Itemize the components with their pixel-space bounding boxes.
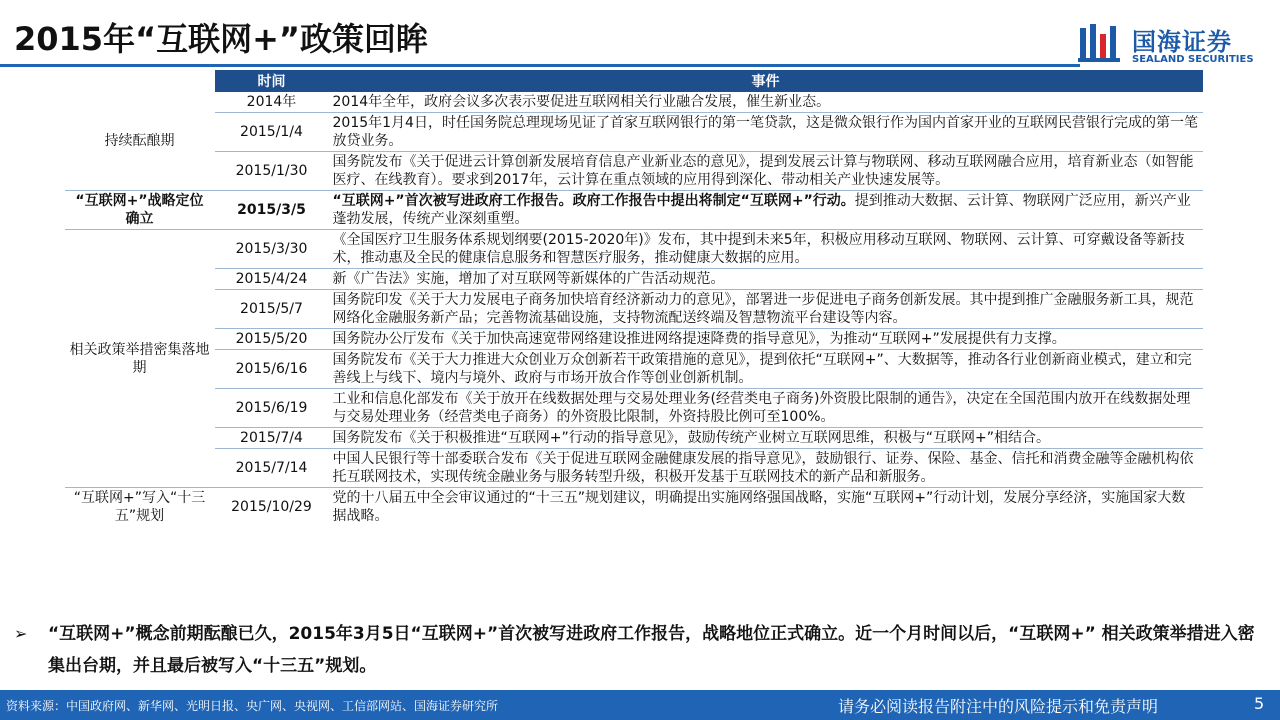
row-event: 2014年全年，政府会议多次表示要促进互联网相关行业融合发展，催生新业态。: [329, 92, 1203, 113]
row-date: 2015/7/14: [215, 449, 329, 488]
row-event: 国务院办公厅发布《关于加快高速宽带网络建设推进网络提速降费的指导意见》，为推动“互联网+”发展提供有力支撑。: [329, 329, 1203, 350]
row-event: 党的十八届五中全会审议通过的“十三五”规划建议，明确提出实施网络强国战略，实施“互联网+”行动计划，发展分享经济，实施国家大数据战略。: [329, 488, 1203, 527]
table-row: [65, 449, 1203, 488]
table-row: [65, 350, 1203, 389]
table-row: [65, 428, 1203, 449]
stage-label: 持续酝酿期: [65, 92, 215, 191]
row-event: 国务院发布《关于大力推进大众创业万众创新若干政策措施的意见》，提到依托“互联网+”、大数据等，推动各行业创新商业模式，建立和完善线上与线下、境内与境外、政府与市场开放合作等创业创新机制。: [329, 350, 1203, 389]
row-date: 2015/1/30: [215, 152, 329, 191]
row-event: 国务院发布《关于促进云计算创新发展培育信息产业新业态的意见》，提到发展云计算与物联网、移动互联网融合应用，培育新业态（如智能医疗、在线教育）。要求到2017年，云计算在重点领域的应用得到深化、带动相关产业快速发展等。: [329, 152, 1203, 191]
row-event: 国务院发布《关于积极推进“互联网+”行动的指导意见》，鼓励传统产业树立互联网思维，积极与“互联网+”相结合。: [329, 428, 1203, 449]
row-event: [329, 191, 1203, 230]
row-date: 2014年: [215, 92, 329, 113]
table-row: [65, 269, 1203, 290]
table-row: [65, 92, 1203, 113]
row-event: 《全国医疗卫生服务体系规划纲要(2015-2020年)》发布，其中提到未来5年，积极应用移动互联网、物联网、云计算、可穿戴设备等新技术，推动惠及全民的健康信息服务和智慧医疗服务，推动健康大数据的应用。: [329, 230, 1203, 269]
disclaimer-notice: 请务必阅读报告附注中的风险提示和免责声明: [838, 697, 1159, 716]
row-event: 工业和信息化部发布《关于放开在线数据处理与交易处理业务(经营类电子商务)外资股比限制的通告》，决定在全国范围内放开在线数据处理与交易处理业务（经营类电子商务）的外资股比限制，外资持股比例可至100%。: [329, 389, 1203, 428]
stage-label: “互联网+”战略定位确立: [65, 191, 215, 230]
row-event-highlight: “互联网+”首次被写进政府工作报告。政府工作报告中提出将制定“互联网+”行动。: [332, 193, 855, 209]
row-event-rest: 提到推动大数据、云计算、物联网广泛应用，新兴产业蓬勃发展，传统产业深刻重塑。: [332, 193, 1191, 227]
table-header-row: [65, 71, 1203, 92]
summary-bullet: [14, 618, 1264, 682]
page-title: 2015年“互联网+”政策回眸: [14, 20, 428, 58]
row-date: 2015/3/30: [215, 230, 329, 269]
row-date: 2015/10/29: [215, 488, 329, 527]
row-date: 2015/5/20: [215, 329, 329, 350]
summary-text: “互联网+”概念前期酝酿已久，2015年3月5日“互联网+”首次被写进政府工作报告，战略地位正式确立。近一个月时间以后，“互联网+” 相关政策举措进入密集出台期，并且最后被写入“十三五”规划。: [48, 624, 1255, 676]
company-logo: [1078, 18, 1264, 70]
row-date: 2015/6/19: [215, 389, 329, 428]
row-date: 2015/3/5: [215, 191, 329, 230]
footer-bar: [0, 690, 1280, 720]
table-row: [65, 113, 1203, 152]
page-number: 5: [1254, 694, 1265, 713]
table-row: [65, 329, 1203, 350]
table-row: [65, 152, 1203, 191]
row-event: 国务院印发《关于大力发展电子商务加快培育经济新动力的意见》，部署进一步促进电子商务创新发展。其中提到推广金融服务新工具，规范网络化金融服务新产品；完善物流基础设施，支持物流配送终端及智慧物流平台建设等内容。: [329, 290, 1203, 329]
sealand-logo-icon: [1078, 20, 1122, 64]
row-event: 新《广告法》实施，增加了对互联网等新媒体的广告活动规范。: [329, 269, 1203, 290]
source-note: 资料来源：中国政府网、新华网、光明日报、央广网、央视网、工信部网站、国海证券研究所: [6, 699, 499, 713]
header-date: 时间: [215, 71, 329, 92]
table-row: [65, 230, 1203, 269]
stage-label: “互联网+”写入“十三五”规划: [65, 488, 215, 527]
header-stage-blank: [65, 71, 215, 92]
row-date: 2015/6/16: [215, 350, 329, 389]
table-row: [65, 191, 1203, 230]
row-date: 2015/1/4: [215, 113, 329, 152]
title-divider: [0, 64, 1080, 67]
row-date: 2015/4/24: [215, 269, 329, 290]
bullet-arrow-icon: ➢: [14, 624, 28, 643]
policy-timeline-table: [64, 70, 1203, 526]
table-row: [65, 290, 1203, 329]
stage-label: 相关政策举措密集落地期: [65, 230, 215, 488]
row-date: 2015/7/4: [215, 428, 329, 449]
row-event: 2015年1月4日，时任国务院总理现场见证了首家互联网银行的第一笔贷款，这是微众银行作为国内首家开业的互联网民营银行完成的第一笔放贷业务。: [329, 113, 1203, 152]
header-event: 事件: [329, 71, 1203, 92]
logo-text: 国海证券: [1132, 28, 1232, 56]
row-date: 2015/5/7: [215, 290, 329, 329]
row-event: 中国人民银行等十部委联合发布《关于促进互联网金融健康发展的指导意见》，鼓励银行、证券、保险、基金、信托和消费金融等金融机构依托互联网技术，实现传统金融业务与服务转型升级，积极开发基于互联网技术的新产品和新服务。: [329, 449, 1203, 488]
table-row: [65, 389, 1203, 428]
logo-subtext: SEALAND SECURITIES: [1132, 54, 1254, 65]
table-row: [65, 488, 1203, 527]
